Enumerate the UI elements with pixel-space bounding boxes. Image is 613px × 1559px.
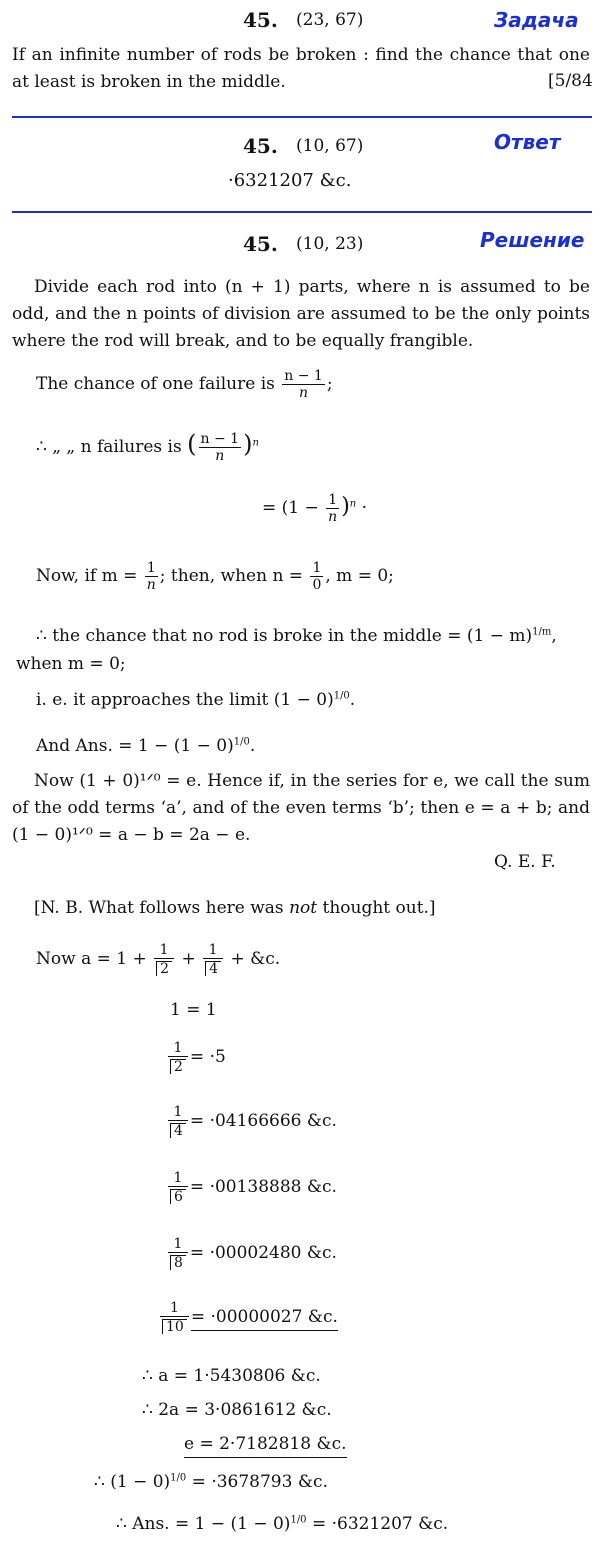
solution-label: Решение — [480, 228, 585, 252]
term-row: $\frac{1}{2}$ = ·5 — [166, 1040, 226, 1075]
term-row: $\frac{1}{8}$ = ·00002480 &c. — [166, 1236, 337, 1271]
line-no-rod: ∴ the chance that no rod is broke in the middle = $(1 - m)^{1/m}$, — [36, 626, 557, 646]
line-series-e: Now (1 + 0)¹ᐟ⁰ = e. Hence if, in the series for e, we call the sum of the odd terms ‘a’, and of the even terms ‘b’; then e = a + b; and (1 − 0)¹ᐟ⁰ = a − b = 2a − e. — [12, 771, 590, 845]
problem-refs: (23, 67) — [296, 10, 364, 30]
term-row: $\frac{1}{4}$ = ·04166666 &c. — [166, 1104, 337, 1139]
divider-1 — [12, 116, 592, 118]
line-answer: And Ans. = $1 - (1 - 0)^{1/0}$. — [36, 736, 256, 756]
answer-refs: (10, 67) — [296, 136, 364, 156]
series-a: Now a = 1 + $\frac{1}{2}$ + $\frac{1}{4}$ + &c. — [36, 942, 281, 977]
solution-intro: Divide each rod into (n + 1) parts, where n is assumed to be odd, and the n points of division are assumed to be the only points where the rod will break, and to be equally frangible. — [12, 277, 590, 351]
result-e: e = 2·7182818 &c. — [184, 1434, 347, 1454]
divider-2 — [12, 211, 592, 213]
solution-refs: (10, 23) — [296, 234, 364, 254]
line-now-if: Now, if m = $\frac{1}{n}$ ; then, when n = $\frac{1}{0}$ , m = 0; — [36, 560, 394, 593]
answer-value: ·6321207 &c. — [228, 170, 352, 191]
line-approaches: i. e. it approaches the limit $(1 - 0)^{1/0}$. — [36, 690, 356, 710]
term-row: $\frac{1}{6}$ = ·00138888 &c. — [166, 1170, 337, 1205]
result-answer: ∴ Ans. = $1 - (1 - 0)^{1/0} = \cdot 6321207$ &c. — [116, 1514, 449, 1534]
line-n-failures: ∴ „ „ n failures is ( $\frac{n - 1}{n}$ )$^n$ — [36, 430, 259, 464]
term-row: 1 = 1 — [170, 1000, 217, 1020]
result-2a: ∴ 2a = 3·0861612 &c. — [142, 1400, 332, 1420]
answer-number: 45. — [243, 134, 278, 158]
problem-number: 45. — [243, 8, 278, 32]
line-when-m: when m = 0; — [16, 654, 126, 674]
term-row: $\frac{1}{10}$ = ·00000027 &c. — [158, 1300, 338, 1335]
solution-number: 45. — [243, 232, 278, 256]
line-one-failure: The chance of one failure is $\frac{n - 1}{n}$ ; — [36, 368, 333, 401]
answer-label: Ответ — [494, 130, 561, 154]
problem-label: Задача — [494, 8, 579, 32]
page-ref: [5/84 — [548, 71, 593, 91]
result-a: ∴ a = 1·5430806 &c. — [142, 1366, 321, 1386]
nb-note: [N. B. What follows here was not thought out.] — [34, 898, 436, 918]
qef: Q. E. F. — [494, 852, 556, 872]
result-limit: ∴ $(1 - 0)^{1/0} = \cdot 3678793$ &c. — [94, 1472, 328, 1492]
problem-text: If an infinite number of rods be broken : find the chance that one at least is broken in the middle. — [12, 45, 590, 92]
line-limit-form: = (1 − $\frac{1}{n}$ )$^n$ · — [262, 492, 368, 525]
